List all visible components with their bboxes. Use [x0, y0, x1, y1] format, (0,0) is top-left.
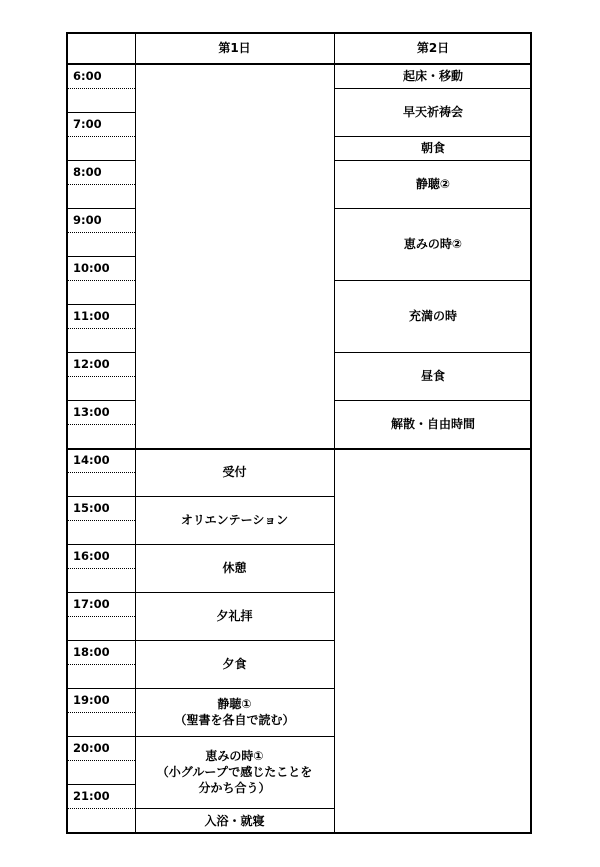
schedule-table [66, 32, 532, 834]
event-note-line1: （小グループで感じたことを [156, 765, 313, 779]
event-title: 静聴① [217, 697, 252, 711]
day1-event-bath-sleep: 入浴・就寝 [204, 814, 265, 828]
time-label: 18:00 [73, 645, 110, 659]
event-note: （聖書を各自で読む） [174, 713, 295, 727]
day1-event-reception: 受付 [222, 465, 247, 479]
day1-event-evening-worship: 夕礼拝 [216, 609, 253, 623]
time-label: 16:00 [73, 549, 110, 563]
time-label: 15:00 [73, 501, 110, 515]
day1-event-break: 休憩 [222, 561, 247, 575]
header-day2: 第2日 [416, 40, 450, 55]
time-label: 12:00 [73, 357, 110, 371]
time-label: 11:00 [73, 309, 110, 323]
time-label: 8:00 [73, 165, 102, 179]
day2-event-fullness: 充満の時 [408, 309, 457, 323]
day2-event-grace-2: 恵みの時② [403, 237, 463, 251]
day2-event-lunch: 昼食 [420, 369, 445, 383]
table-frame [66, 32, 532, 834]
time-label: 13:00 [73, 405, 110, 419]
day2-event-dismissal: 解散・自由時間 [390, 417, 475, 431]
day2-event-wakeup: 起床・移動 [402, 69, 463, 83]
time-label: 10:00 [73, 261, 110, 275]
day2-event-morning-prayer: 早天祈祷会 [402, 105, 463, 119]
time-label: 9:00 [73, 213, 102, 227]
day2-event-listening-2: 静聴② [415, 177, 451, 191]
time-label: 17:00 [73, 597, 110, 611]
time-label: 7:00 [73, 117, 102, 131]
time-label: 21:00 [73, 789, 110, 803]
day2-event-breakfast: 朝食 [420, 141, 445, 155]
day1-event-orientation: オリエンテーション [180, 513, 289, 527]
time-label: 6:00 [73, 69, 102, 83]
header-day1: 第1日 [218, 40, 251, 55]
day1-event-dinner: 夕食 [222, 657, 247, 671]
event-note-line2: 分かち合う） [198, 781, 271, 795]
event-title: 恵みの時① [205, 749, 264, 763]
time-label: 14:00 [73, 453, 110, 467]
time-label: 19:00 [73, 693, 110, 707]
time-label: 20:00 [73, 741, 110, 755]
